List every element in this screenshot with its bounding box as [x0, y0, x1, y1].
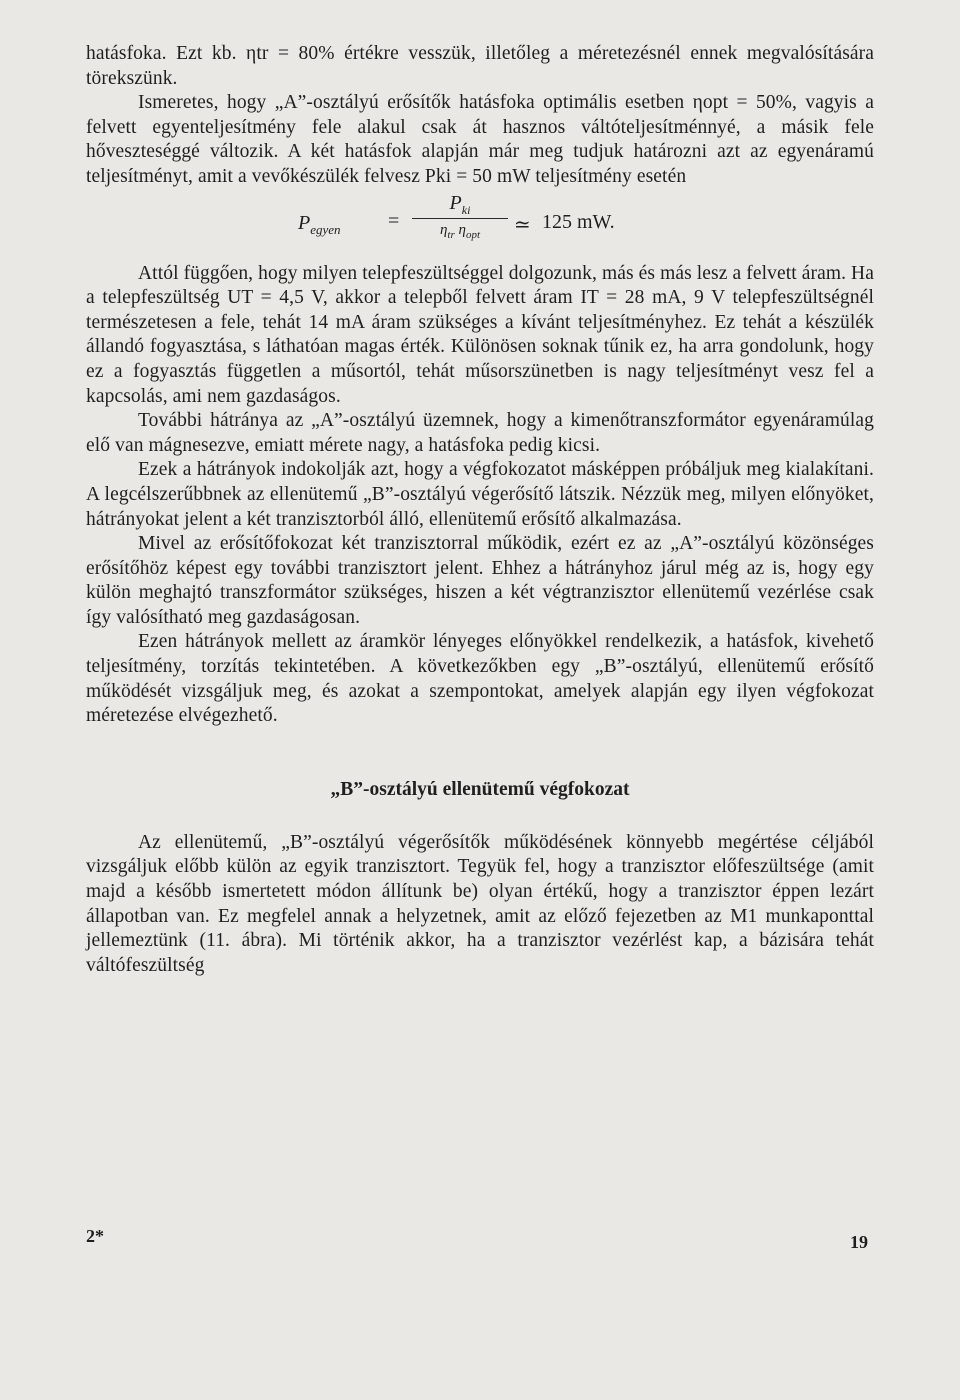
- formula-approx: ≃: [514, 213, 531, 236]
- page-number: 19: [850, 1232, 868, 1252]
- section-heading: „B”-osztályú ellenütemű végfokozat: [330, 778, 630, 800]
- formula-lhs: $P_{egyen}$: [298, 211, 341, 237]
- formula-numerator: $P_{ki}$: [449, 191, 471, 217]
- printer-signature: 2*: [86, 1226, 104, 1246]
- formula-result: 125 mW.: [542, 210, 615, 233]
- formula-equals: =: [388, 209, 400, 232]
- power-formula: [86, 192, 874, 256]
- paragraph-3: Attól függően, hogy milyen telepfeszültséggel dolgozunk, más és más lesz a felvett áram. Ha a telepfeszültség UT = 4,5 V, akkor a telepből felvett áram IT = 28 mA, 9 V telepfeszültségnél természetesen a fele, tehát 14 mA áram szükséges a kívánt teljesítményhez. Ez tehát a készülék állandó fogyasztása, s láthatóan magas érték. Különösen soknak tűnik ez, ha arra gondolunk, hogy ez a fogyasztás független a műsortól, tehát műsorszünetben is nagy teljesítményt vesz fel a kapcsolás, ami nem gazdaságos.: [86, 262, 874, 407]
- paragraph-8: Az ellenütemű, „B”-osztályú végerősítők működésének könnyebb megértése céljából vizsgáljuk előbb külön az egyik tranzisztort. Tegyük fel, hogy a tranzisztor előfeszültsége (amit majd a később ismertetett módon állítunk be) olyan értékű, hogy a tranzisztor éppen lezárt állapotban van. Ez megfelel annak a helyzetnek, amit az előző fejezetben az M1 munkaponttal jellemeztünk (11. ábra). Mi történik akkor, ha a tranzisztor vezérlést kap, a bázisára tehát váltófeszültség: [86, 831, 874, 976]
- paragraph-7: Ezen hátrányok mellett az áramkör lényeges előnyökkel rendelkezik, a hatásfok, kivehető teljesítmény, torzítás tekintetében. A következőkben egy „B”-osztályú, ellenütemű erősítő működését vizsgáljuk meg, és azokat a szempontokat, amelyek alapján egy ilyen végfokozat méretezése elvégezhető.: [86, 631, 874, 727]
- paragraph-2: Ismeretes, hogy „A”-osztályú erősítők hatásfoka optimális esetben ηopt = 50%, vagyis a felvett egyenteljesítmény fele alakul csak át hasznos váltóteljesítménnyé, a másik fele hőveszteséggé változik. A két hatásfok alapján már meg tudjuk határozni azt az egyenáramú teljesítményt, amit a vevőkészülék felvesz Pki = 50 mW teljesítmény esetén: [86, 92, 874, 187]
- formula-fraction: [412, 192, 508, 241]
- paragraph-6: Mivel az erősítőfokozat két tranzisztorral működik, ezért ez az „A”-osztályú közönséges erősítőhöz képest egy további tranzisztort jelent. Ehhez a hátrányhoz járul még az is, hogy egy külön meghajtó transzformátor szükséges, hiszen a két végtranzisztor ellenütemű vezérlése csak így valósítható meg gazdaságosan.: [86, 533, 874, 628]
- formula-denominator: $\eta_{tr}$ $\eta_{opt}$: [439, 221, 481, 241]
- fraction-bar: [412, 218, 508, 219]
- paragraph-5: Ezek a hátrányok indokolják azt, hogy a végfokozatot másképpen próbáljuk meg kialakítani. A legcélszerűbbnek az ellenütemű „B”-osztályú végerősítő látszik. Nézzük meg, milyen előnyöket, hátrányokat jelent a két tranzisztorból álló, ellenütemű erősítő alkalmazása.: [86, 459, 874, 530]
- paragraph-4: További hátránya az „A”-osztályú üzemnek, hogy a kimenőtranszformátor egyenáramúlag elő van mágnesezve, emiatt mérete nagy, a hatásfoka pedig kicsi.: [86, 410, 874, 456]
- paragraph-1: hatásfoka. Ezt kb. ηtr = 80% értékre vesszük, illetőleg a méretezésnél ennek megvalósítására törekszünk.: [86, 43, 874, 89]
